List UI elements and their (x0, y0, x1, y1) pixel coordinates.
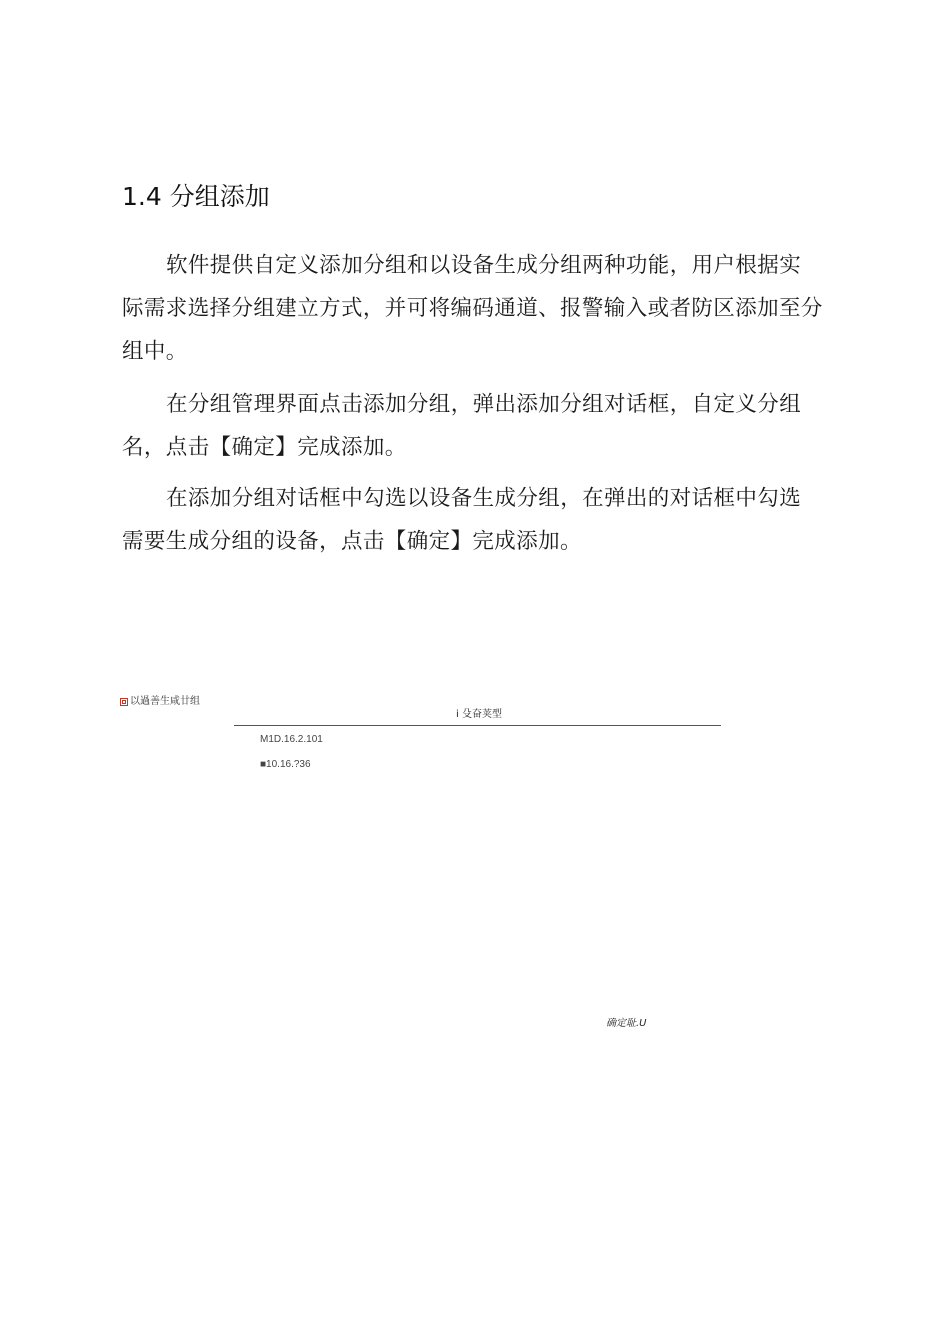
ok-button[interactable]: 确定耻.U (606, 1018, 647, 1029)
paragraph-line: 名，点击【确定】完成添加。 (122, 435, 407, 460)
checkbox-label: 以過善生咸廿组 (130, 696, 200, 707)
paragraph-device-group (122, 477, 837, 563)
paragraph-intro (122, 244, 837, 373)
device-type-column-header: i 殳奋荚型 (456, 709, 502, 720)
header-divider (234, 725, 721, 726)
device-list-item[interactable]: ■10.16.?36 (260, 759, 311, 770)
paragraph-line: 在添加分组对话框中勾选以设备生成分组，在弹出的对话框中勾选 (166, 486, 802, 511)
paragraph-add-group (122, 383, 837, 469)
generate-by-device-checkbox[interactable] (120, 695, 200, 709)
paragraph-line: 组中。 (122, 339, 188, 364)
paragraph-line: 际需求选择分组建立方式，并可将编码通道、报警输入或者防区添加至分 (122, 296, 823, 321)
device-list-item[interactable]: M1D.16.2.101 (260, 734, 323, 745)
paragraph-line: 需要生成分组的设备，点击【确定】完成添加。 (122, 529, 582, 554)
section-title: 1.4 分组添加 (122, 182, 270, 211)
checkbox-icon[interactable] (120, 698, 128, 706)
paragraph-line: 在分组管理界面点击添加分组，弹出添加分组对话框，自定义分组 (166, 392, 802, 417)
paragraph-line: 软件提供自定义添加分组和以设备生成分组两种功能，用户根据实 (166, 253, 802, 278)
